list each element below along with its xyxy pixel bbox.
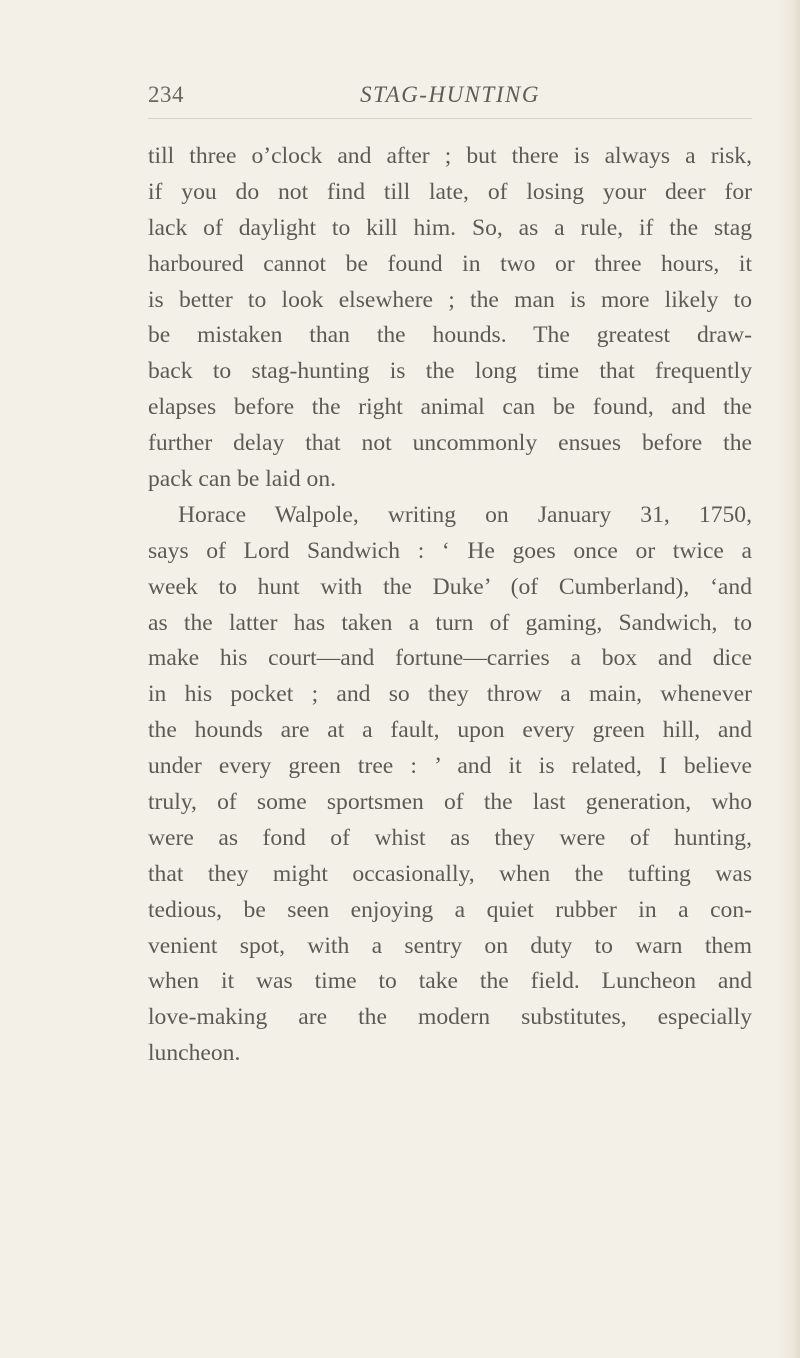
text-line: if you do not find till late, of losing your deer for	[148, 178, 752, 205]
text-line: is better to look elsewhere ; the man is more likely to	[148, 286, 752, 313]
page-number: 234	[148, 82, 184, 107]
text-line: love-making are the modern substitutes, especially	[148, 1004, 752, 1031]
text-line: when it was time to take the field. Luncheon and	[148, 968, 752, 995]
paragraph-end-line: pack can be laid on.	[148, 466, 337, 493]
text-line: the hounds are at a fault, upon every green hill, and	[148, 717, 752, 744]
text-line: elapses before the right animal can be found, and the	[148, 394, 752, 421]
running-head: STAG-HUNTING	[360, 82, 540, 107]
body-text	[148, 139, 752, 1072]
text-line: further delay that not uncommonly ensues before the	[148, 430, 752, 457]
text-line: that they might occasionally, when the tufting was	[148, 860, 752, 887]
header-rule	[148, 118, 752, 119]
text-line: till three o’clock and after ; but there is always a risk,	[148, 143, 752, 169]
text-line: under every green tree : ’ and it is related, I believe	[148, 753, 752, 780]
text-line: week to hunt with the Duke’ (of Cumberland), ‘and	[148, 573, 752, 600]
text-line: as the latter has taken a turn of gaming, Sandwich, to	[148, 609, 752, 636]
text-line: tedious, be seen enjoying a quiet rubber in a con-	[148, 896, 752, 923]
text-line: back to stag-hunting is the long time that frequently	[148, 358, 752, 385]
text-line: says of Lord Sandwich : ‘ He goes once or twice a	[148, 537, 752, 564]
text-line: make his court—and fortune—carries a box and dice	[148, 645, 752, 672]
text-line: harboured cannot be found in two or three hours, it	[148, 250, 752, 277]
text-line: truly, of some sportsmen of the last generation, who	[148, 789, 752, 816]
text-line: in his pocket ; and so they throw a main, whenever	[148, 681, 752, 708]
text-line: be mistaken than the hounds. The greatest draw-	[148, 322, 752, 349]
text-line: venient spot, with a sentry on duty to warn them	[148, 932, 752, 959]
page-header	[148, 82, 752, 122]
paragraph-start-line: Horace Walpole, writing on January 31, 1750,	[178, 501, 752, 528]
paragraph-end-line: luncheon.	[148, 1040, 241, 1067]
text-line: lack of daylight to kill him. So, as a rule, if the stag	[148, 214, 752, 241]
page-edge-shading	[778, 0, 800, 1358]
text-line: were as fond of whist as they were of hunting,	[148, 824, 752, 851]
